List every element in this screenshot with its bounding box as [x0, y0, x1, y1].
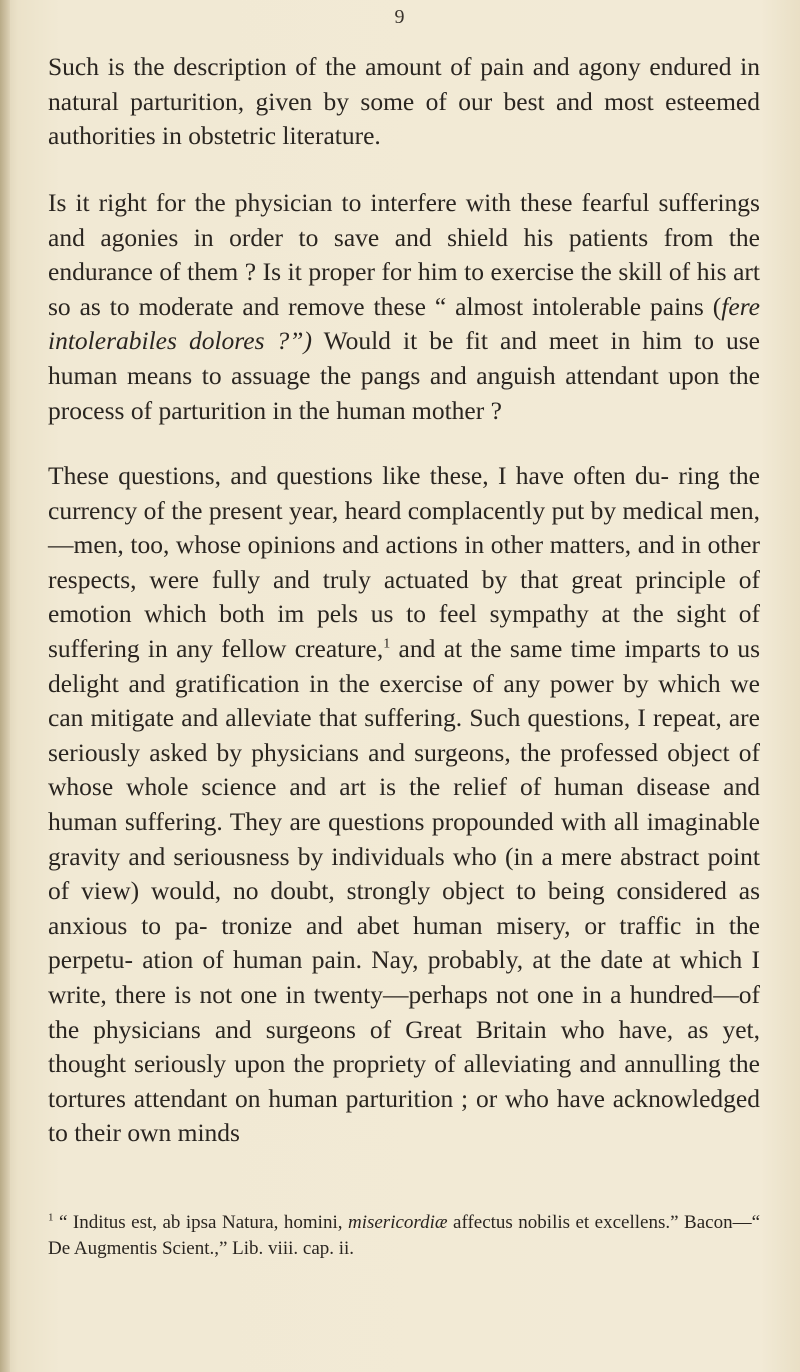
- footnote-italic: misericordiæ: [347, 1212, 448, 1233]
- paragraph-1: [48, 50, 760, 154]
- footnote-reference: 1: [383, 636, 391, 652]
- paragraph-2: [48, 186, 760, 428]
- page-binding-edge: [0, 0, 10, 1372]
- latin-quote: fere intolerabiles dolores ?”): [48, 291, 760, 356]
- paragraph-2-text-end: Would it be fit and meet in him to use human means to assuage the pangs and anguish attendant upon the process of parturition in the human mother ?: [48, 326, 760, 425]
- paragraph-3-text-end: and at the same time imparts to us delight and gratification in the exercise of any power by which we can mitigate and alleviate that suffering. Such questions, I repeat, are seriously asked by physicians and surgeons, the professed object of whose whole science and art is the relief of human disease and human suffering. They are questions propounded with all imaginable gravity and seriousness by individuals who (in a mere abstract point of view) would, no doubt, strongly object to being considered as anxious to pa- tronize and abet human misery, or traffic in the perpetu- ation of human pain. Nay, probably, at the date at which I write, there is not one in twenty—perhaps not one in a hundred—of the physicians and surgeons of Great Britain who have, as yet, thought seriously upon the propriety of alleviating and annulling the tortures attendant on human parturition ; or who have acknowledged to their own minds: [48, 633, 760, 1148]
- page-number: 9: [394, 6, 406, 28]
- paragraph-1-text: Such is the description of the amount of pain and agony endured in natural parturition, given by some of our best and most esteemed authorities in obstetric literature.: [48, 52, 760, 151]
- paragraph-2-text: Is it right for the physician to interfere with these fearful sufferings and agonies in order to save and shield his patients from the endurance of them ? Is it proper for him to exercise the skill of his art so as to moderate and remove these “ almost intolerable pains (: [48, 188, 760, 321]
- footnote-marker: 1: [48, 1211, 54, 1224]
- footnote-text-end: affectus nobilis et excellens.” Bacon—“ De Augmentis Scient.,” Lib. viii. cap. ii.: [48, 1212, 760, 1259]
- paragraph-3-text: These questions, and questions like these, I have often du- ring the currency of the present year, heard complacently put by medical men,—men, too, whose opinions and actions in other matters, and in other respects, were fully and truly actuated by that great principle of emotion which both im pels us to feel sympathy at the sight of suffering in any fellow creature,: [48, 461, 760, 663]
- footnote-text: “ Inditus est, ab ipsa Natura, homini,: [53, 1212, 348, 1233]
- paragraph-3: [48, 459, 760, 1151]
- footnote: [48, 1210, 760, 1262]
